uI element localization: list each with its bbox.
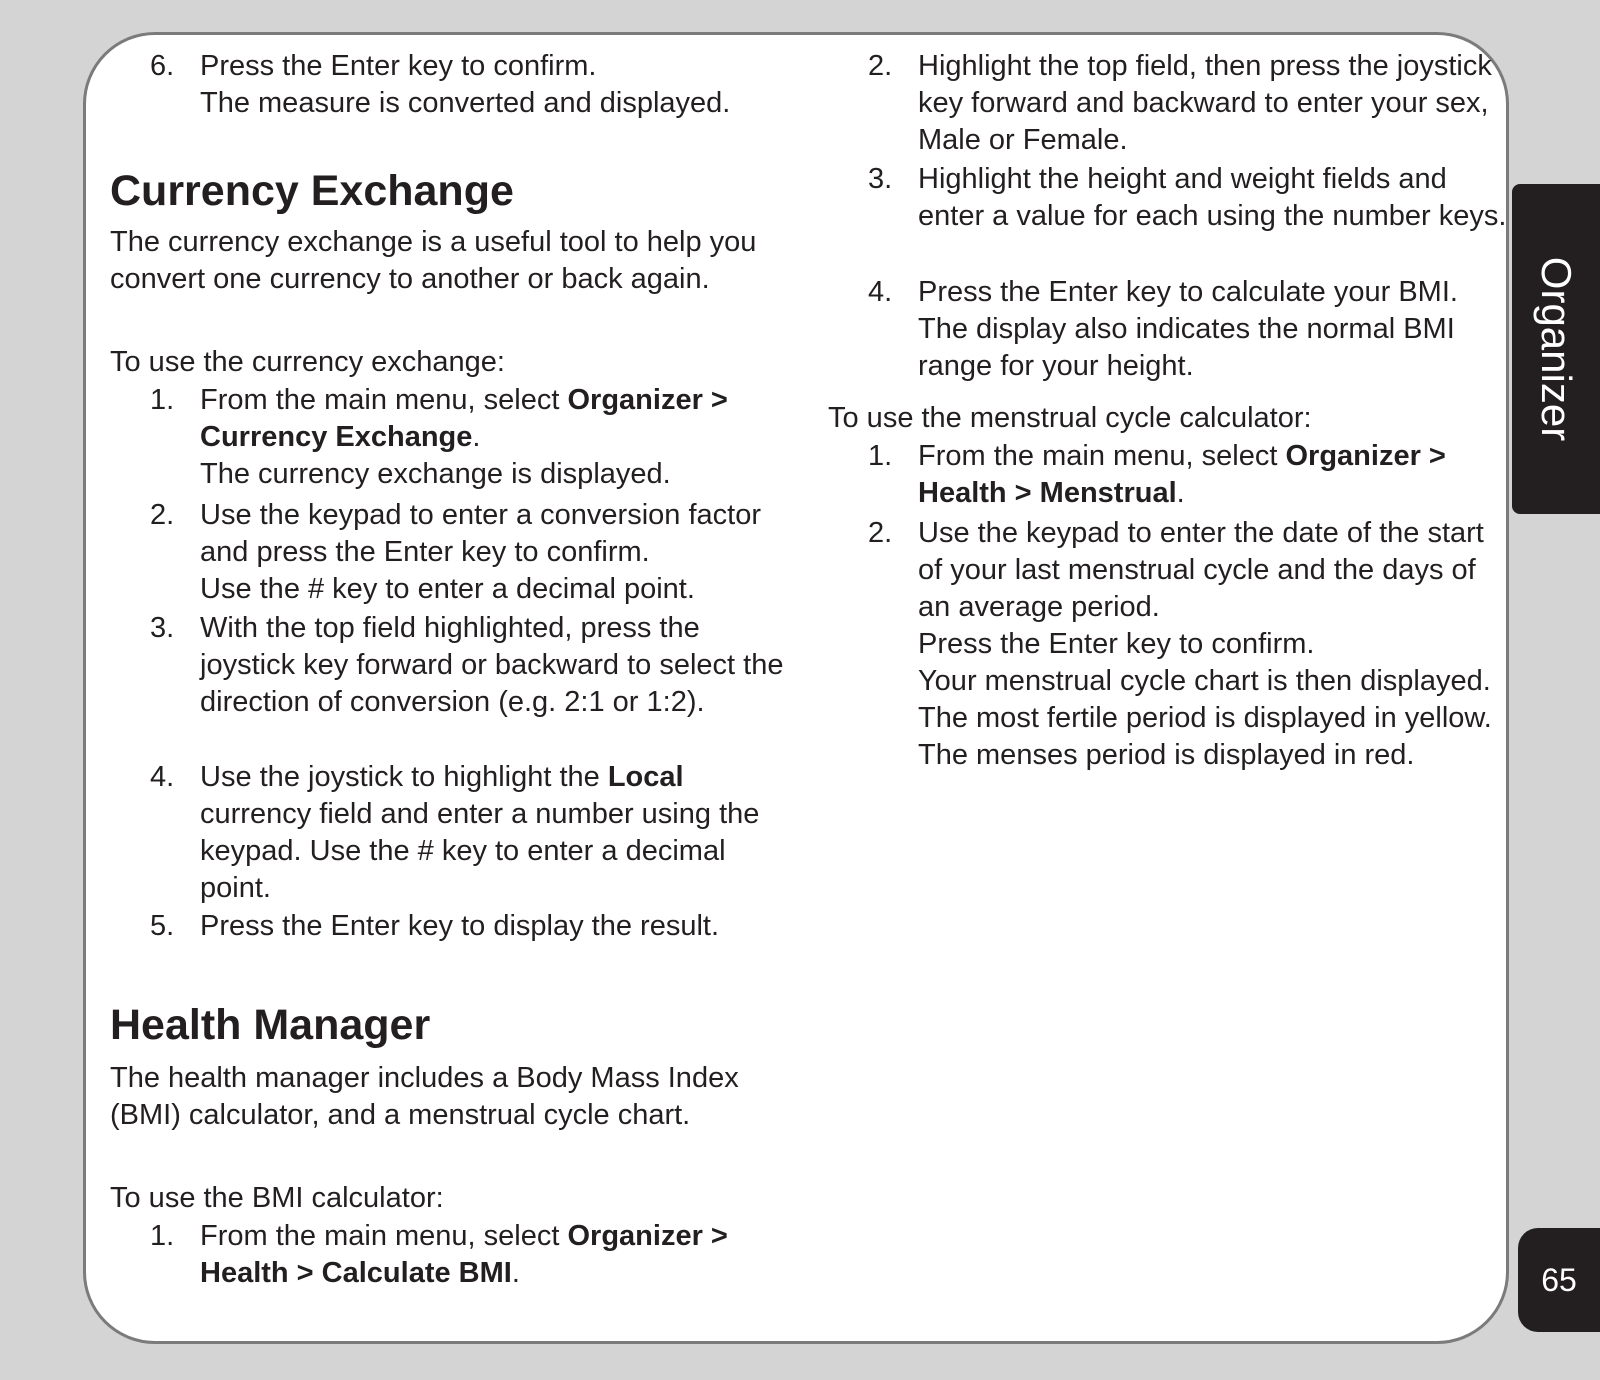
bmi-steps — [110, 1218, 790, 1292]
list-item: 4. Use the joystick to highlight the Local currency field and enter a number using the keypad. Use the # key to enter a decimal point. — [150, 761, 760, 904]
currency-intro: The currency exchange is a useful tool to help you convert one currency to another or back again. — [110, 226, 757, 295]
bmi-lead: To use the BMI calculator: — [110, 1182, 444, 1214]
list-item: 6. Press the Enter key to confirm. The measure is converted and displayed. — [150, 50, 731, 119]
continued-steps — [110, 48, 790, 122]
health-intro: The health manager includes a Body Mass Index (BMI) calculator, and a menstrual cycle chart. — [110, 1062, 739, 1131]
menstrual-lead: To use the menstrual cycle calculator: — [828, 402, 1312, 434]
section-tab — [1512, 184, 1600, 514]
list-item: 1. From the main menu, select Organizer > Health > Calculate BMI. — [150, 1220, 728, 1289]
health-manager-heading: Health Manager — [110, 1001, 431, 1049]
currency-lead: To use the currency exchange: — [110, 346, 505, 378]
list-item: 3. With the top field highlighted, press the joystick key forward or backward to select the direction of conversion (e.g. 2:1 or 1:2). — [150, 612, 784, 718]
list-item: 2. Use the keypad to enter a conversion factor and press the Enter key to confirm. Use the # key to enter a decimal point. — [150, 499, 761, 605]
list-item: 2. Highlight the top field, then press the joystick key forward and backward to enter your sex, Male or Female. — [868, 50, 1492, 156]
list-item: 3. Highlight the height and weight fields and enter a value for each using the number keys. — [868, 163, 1507, 232]
bmi-steps-continued — [828, 48, 1508, 385]
list-item: 2. Use the keypad to enter the date of the start of your last menstrual cycle and the days of an average period. Press the Enter key to confirm. Your menstrual cycle chart is then displayed. The most fertile period is displayed in yellow. The menses period is displayed in red. — [868, 517, 1492, 771]
page-number: 65 — [1518, 1228, 1600, 1332]
currency-exchange-heading: Currency Exchange — [110, 167, 514, 215]
list-item: 1. From the main menu, select Organizer > Health > Menstrual. — [868, 440, 1446, 509]
list-item: 5. Press the Enter key to display the result. — [150, 910, 720, 942]
menstrual-steps — [828, 438, 1508, 774]
currency-steps — [110, 382, 790, 945]
section-tab-label: Organizer — [1533, 256, 1580, 442]
list-item: 4. Press the Enter key to calculate your BMI. The display also indicates the normal BMI range for your height. — [868, 276, 1458, 382]
list-item: 1. From the main menu, select Organizer > Currency Exchange. The currency exchange is displayed. — [150, 384, 728, 490]
